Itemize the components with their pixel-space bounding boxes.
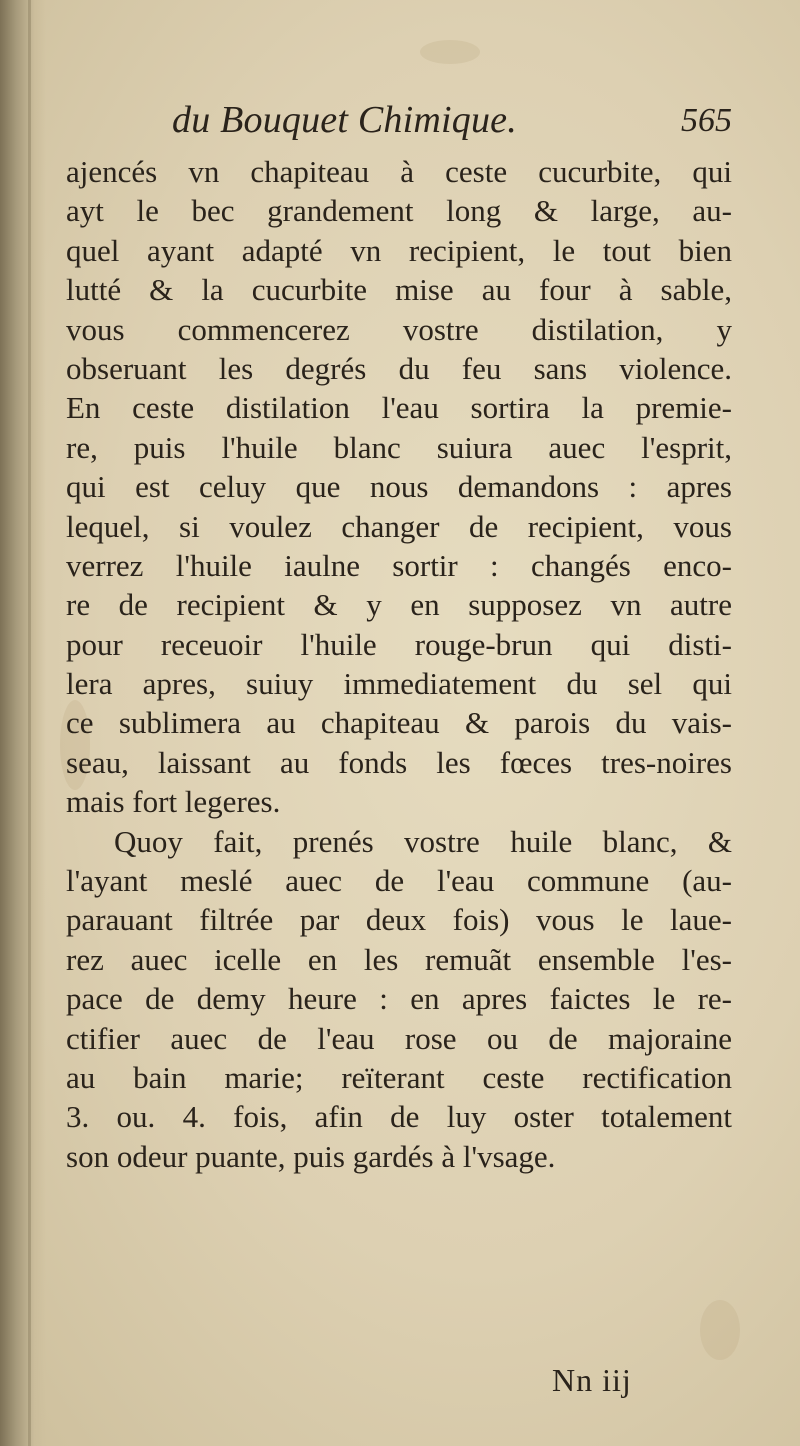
text-line: lutté & la cucurbite mise au four à sable, bbox=[66, 272, 732, 308]
text-line: verrez l'huile iaulne sortir : changés enco- bbox=[66, 547, 732, 583]
paragraph-end-line: son odeur puante, puis gardés à l'vsage. bbox=[66, 1138, 556, 1174]
paper-stain bbox=[700, 1300, 740, 1360]
text-line: rez auec icelle en les remuãt ensemble l'es- bbox=[66, 941, 732, 977]
text-line: au bain marie; reïterant ceste rectification bbox=[66, 1059, 732, 1095]
text-line: ajencés vn chapiteau à ceste cucurbite, qui bbox=[66, 154, 732, 189]
text-line: pour receuoir l'huile rouge-brun qui disti- bbox=[66, 626, 732, 662]
gutter-edge bbox=[28, 0, 31, 1446]
text-line: quel ayant adapté vn recipient, le tout bien bbox=[66, 232, 732, 268]
running-title: du Bouquet Chimique. bbox=[172, 99, 517, 141]
text-line: lera apres, suiuy immediatement du sel qui bbox=[66, 666, 732, 702]
text-line: parauant filtrée par deux fois) vous le laue- bbox=[66, 902, 732, 938]
paragraph-start-line: Quoy fait, prenés vostre huile blanc, & bbox=[114, 823, 732, 859]
binding-gutter bbox=[0, 0, 46, 1446]
text-line: re, puis l'huile blanc suiura auec l'esprit, bbox=[66, 429, 732, 465]
text-line: l'ayant meslé auec de l'eau commune (au- bbox=[66, 863, 732, 899]
paragraph-end-line: mais fort legeres. bbox=[66, 784, 281, 820]
text-line: En ceste distilation l'eau sortira la premie- bbox=[66, 390, 732, 426]
text-line: ce sublimera au chapiteau & parois du vais- bbox=[66, 705, 732, 741]
signature-mark: Nn iij bbox=[552, 1362, 632, 1398]
text-line: qui est celuy que nous demandons : apres bbox=[66, 469, 732, 505]
page-header bbox=[172, 98, 732, 158]
paper-stain bbox=[420, 40, 480, 64]
text-line: vous commencerez vostre distilation, y bbox=[66, 311, 732, 347]
text-line: re de recipient & y en supposez vn autre bbox=[66, 587, 732, 623]
body-text bbox=[66, 152, 732, 1176]
text-line: ayt le bec grandement long & large, au- bbox=[66, 193, 732, 229]
text-line: ctifier auec de l'eau rose ou de majoraine bbox=[66, 1020, 732, 1056]
text-line: seau, laissant au fonds les fœces tres-noires bbox=[66, 744, 732, 780]
text-line: 3. ou. 4. fois, afin de luy oster totalement bbox=[66, 1099, 732, 1135]
text-line: lequel, si voulez changer de recipient, vous bbox=[66, 508, 732, 544]
text-line: obseruant les degrés du feu sans violence. bbox=[66, 350, 732, 386]
page-number: 565 bbox=[681, 102, 732, 139]
text-line: pace de demy heure : en apres faictes le re- bbox=[66, 981, 732, 1017]
